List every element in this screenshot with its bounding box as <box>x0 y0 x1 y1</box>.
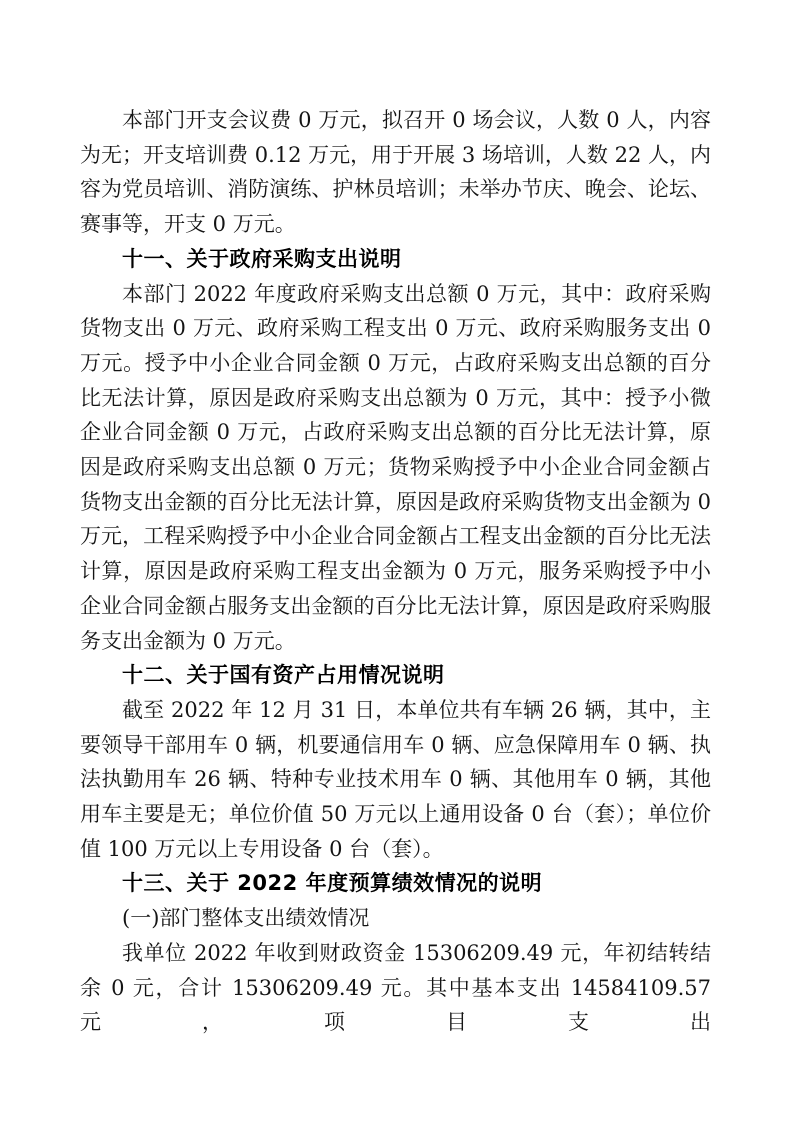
paragraph-meeting-training-expenses: 本部门开支会议费 0 万元，拟召开 0 场会议，人数 0 人，内容为无；开支培训费 0.12 万元，用于开展 3 场培训，人数 22 人，内容为党员培训、消防演练、护林员培训；未举办节庆、晚会、论坛、赛事等，开支 0 万元。 <box>80 108 711 237</box>
heading-section-11-government-procurement: 十一、关于政府采购支出说明 <box>122 246 402 271</box>
paragraph-state-assets-vehicles: 截至 2022 年 12 月 31 日，本单位共有车辆 26 辆，其中，主要领导干部用车 0 辆，机要通信用车 0 辆、应急保障用车 0 辆、执法执勤用车 26 辆、特种专业技术用车 0 辆、其他用车 0 辆，其他用车主要是无；单位价值 50 万元以上通用设备 0 台（套）；单位价值 100 万元以上专用设备 0 台（套）。 <box>80 697 711 861</box>
subheading-overall-expenditure-performance: (一)部门整体支出绩效情况 <box>122 906 370 931</box>
heading-section-12-state-assets: 十二、关于国有资产占用情况说明 <box>122 663 445 688</box>
paragraph-government-procurement-details: 本部门 2022 年度政府采购支出总额 0 万元，其中：政府采购货物支出 0 万元、政府采购工程支出 0 万元、政府采购服务支出 0 万元。授予中小企业合同金额 0 万元，占政府采购支出总额的百分比无法计算，原因是政府采购支出总额为 0 万元，其中：授予小微企业合同金额 0 万元，占政府采购支出总额的百分比无法计算，原因是政府采购支出总额 0 万元；货物采购授予中小企业合同金额占货物支出金额的百分比无法计算，原因是政府采购货物支出金额为 0 万元，工程采购授予中小企业合同金额占工程支出金额的百分比无法计算，原因是政府采购工程支出金额为 0 万元，服务采购授予中小企业合同金额占服务支出金额的百分比无法计算，原因是政府采购服务支出金额为 0 万元。 <box>80 281 711 653</box>
paragraph-fiscal-funds-received: 我单位 2022 年收到财政资金 15306209.49 元，年初结转结余 0 元，合计 15306209.49 元。其中基本支出 14584109.57 元，项目支出 <box>80 940 711 1035</box>
heading-section-13-budget-performance: 十三、关于 2022 年度预算绩效情况的说明 <box>122 871 543 896</box>
